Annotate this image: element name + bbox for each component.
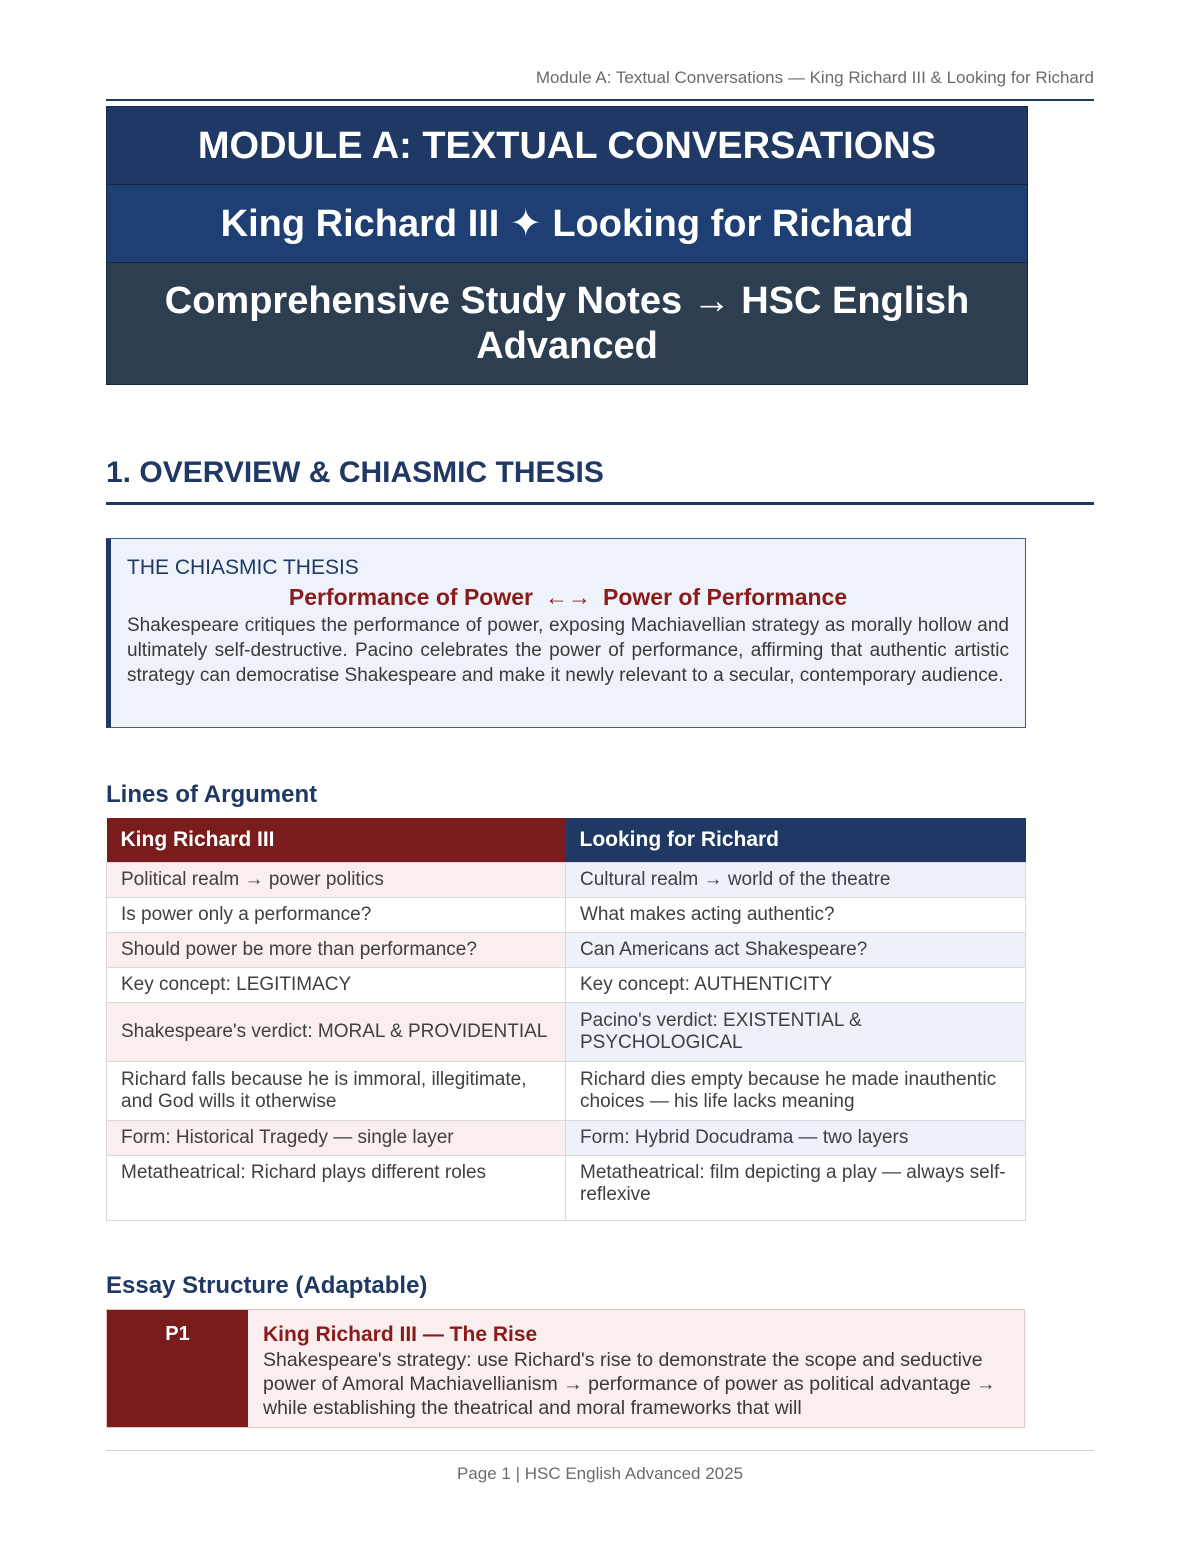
thesis-label: THE CHIASMIC THESIS <box>127 556 359 579</box>
table-cell: Shakespeare's verdict: MORAL & PROVIDENTIAL <box>107 1003 566 1062</box>
paragraph-content <box>248 1310 1024 1427</box>
lines-of-argument-heading: Lines of Argument <box>106 781 318 808</box>
table-row <box>107 968 1026 1003</box>
table-cell: Should power be more than performance? <box>107 933 566 968</box>
table-row <box>107 898 1026 933</box>
notes-subtitle <box>107 263 1027 384</box>
section-heading-overview: 1. OVERVIEW & CHIASMIC THESIS <box>106 450 1094 505</box>
essay-paragraph-p1 <box>106 1309 1025 1428</box>
table-row <box>107 863 1026 898</box>
essay-structure-heading: Essay Structure (Adaptable) <box>106 1272 428 1299</box>
table-cell: Richard falls because he is immoral, illegitimate, and God wills it otherwise <box>107 1062 566 1121</box>
table-row <box>107 933 1026 968</box>
table-header-row <box>107 818 1026 863</box>
table-cell: Key concept: LEGITIMACY <box>107 968 566 1003</box>
notes-subtitle-line2: Advanced <box>476 325 658 367</box>
table-cell: Cultural realm → world of the theatre <box>566 863 1026 898</box>
table-cell: Political realm → power politics <box>107 863 566 898</box>
title-block <box>106 106 1028 385</box>
table-cell: Can Americans act Shakespeare? <box>566 933 1026 968</box>
table-cell: Metatheatrical: Richard plays different roles <box>107 1156 566 1221</box>
paragraph-title: King Richard III — The Rise <box>263 1323 538 1346</box>
paragraph-text: Shakespeare's strategy: use Richard's rise to demonstrate the scope and seductive power of Amoral Machiavellianism → performance of power as political advantage → while establishing the theatrical and moral frameworks that will <box>263 1349 996 1419</box>
thesis-body: Shakespeare critiques the performance of power, exposing Machiavellian strategy as morally hollow and ultimately self-destructive. Pacino celebrates the power of performance, affirming that authentic artistic strategy can democratise Shakespeare and make it newly relevant to a secular, contemporary audience. <box>127 615 1009 686</box>
table-cell: Is power only a performance? <box>107 898 566 933</box>
table-cell: Form: Historical Tragedy — single layer <box>107 1121 566 1156</box>
page-footer: Page 1 | HSC English Advanced 2025 <box>106 1450 1094 1484</box>
thesis-chiasmus <box>127 581 1009 613</box>
table-cell: Key concept: AUTHENTICITY <box>566 968 1026 1003</box>
table-row <box>107 1156 1026 1221</box>
running-header: Module A: Textual Conversations — King Richard III & Looking for Richard <box>106 68 1094 101</box>
column-header-king-richard: King Richard III <box>107 818 566 863</box>
thesis-right-term: Power of Performance <box>603 584 848 610</box>
table-row <box>107 1003 1026 1062</box>
lines-of-argument-table <box>106 818 1026 1221</box>
bidirectional-arrow-icon: ←→ <box>545 584 591 610</box>
thesis-left-term: Performance of Power <box>288 584 533 610</box>
table-row <box>107 1062 1026 1121</box>
column-header-looking-for-richard: Looking for Richard <box>566 818 1026 863</box>
module-title: MODULE A: TEXTUAL CONVERSATIONS <box>107 107 1027 185</box>
table-row <box>107 1121 1026 1156</box>
texts-title: King Richard III ✦ Looking for Richard <box>107 185 1027 263</box>
table-cell: What makes acting authentic? <box>566 898 1026 933</box>
table-cell: Form: Hybrid Docudrama — two layers <box>566 1121 1026 1156</box>
table-cell: Pacino's verdict: EXISTENTIAL & PSYCHOLOGICAL <box>566 1003 1026 1062</box>
paragraph-number-badge: P1 <box>107 1310 248 1427</box>
table-cell: Metatheatrical: film depicting a play — always self-reflexive <box>566 1156 1026 1221</box>
notes-subtitle-line1: Comprehensive Study Notes → HSC English <box>164 280 970 322</box>
thesis-box <box>106 538 1026 728</box>
table-cell: Richard dies empty because he made inauthentic choices — his life lacks meaning <box>566 1062 1026 1121</box>
